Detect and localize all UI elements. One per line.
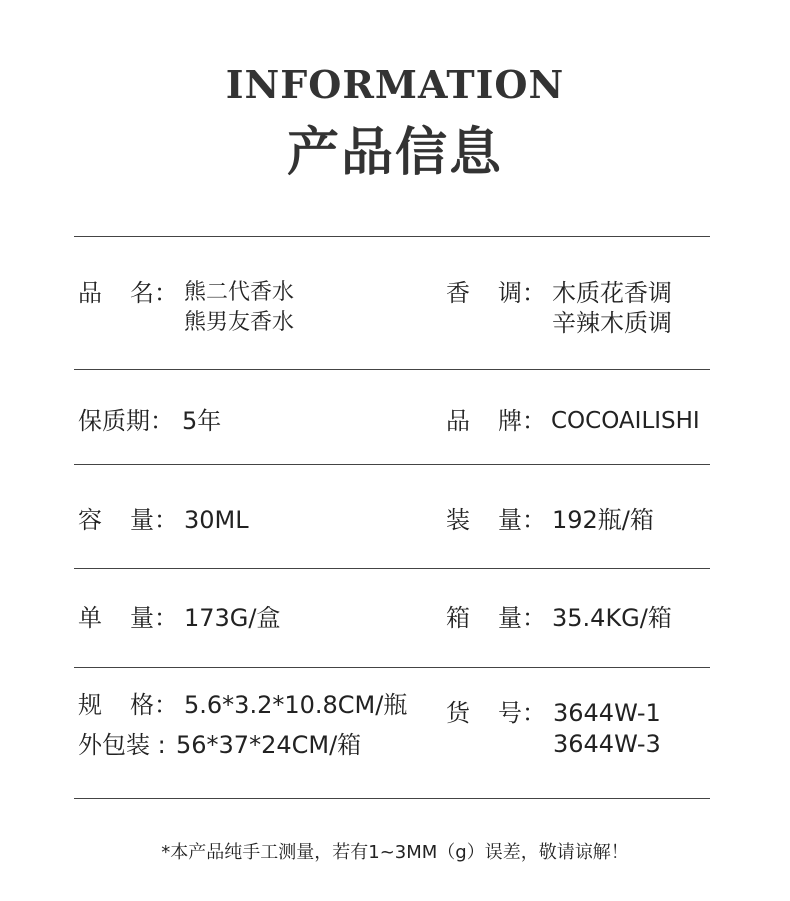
pack-qty-label-char2: 量： bbox=[498, 506, 546, 534]
box-weight-value: 35.4KG/箱 bbox=[552, 604, 672, 632]
name-label-char1: 品 bbox=[78, 279, 102, 307]
shelf-life-value: 5年 bbox=[182, 407, 222, 435]
divider bbox=[74, 464, 710, 465]
outer-pack-label: 外包装 : bbox=[78, 731, 174, 759]
outer-pack-value: 56*37*24CM/箱 bbox=[176, 731, 362, 759]
item-no-label-char1: 货 bbox=[446, 699, 470, 727]
box-weight-label-char1: 箱 bbox=[446, 604, 470, 632]
unit-weight-label-char2: 量： bbox=[130, 604, 178, 632]
capacity-label-char1: 容 bbox=[78, 506, 102, 534]
brand-label-char2: 牌： bbox=[498, 407, 546, 435]
spec-value: 5.6*3.2*10.8CM/瓶 bbox=[184, 691, 408, 719]
name-value-2: 熊男友香水 bbox=[184, 310, 295, 335]
capacity-value: 30ML bbox=[184, 506, 249, 534]
divider bbox=[74, 568, 710, 569]
disclaimer-note: *本产品纯手工测量，若有1~3MM（g）误差，敬请谅解！ bbox=[161, 842, 629, 863]
name-label-char2: 名： bbox=[130, 279, 178, 307]
name-value-1: 熊二代香水 bbox=[184, 280, 295, 305]
pack-qty-value: 192瓶/箱 bbox=[552, 506, 654, 534]
box-weight-label-char2: 量： bbox=[498, 604, 546, 632]
brand-value: COCOAILISHI bbox=[551, 408, 700, 434]
scent-label-char1: 香 bbox=[446, 279, 470, 307]
item-no-label-char2: 号： bbox=[498, 699, 546, 727]
title-english: INFORMATION bbox=[225, 62, 565, 107]
item-no-value-1: 3644W-1 bbox=[553, 699, 661, 727]
scent-value-1: 木质花香调 bbox=[552, 279, 672, 307]
capacity-label-char2: 量： bbox=[130, 506, 178, 534]
spec-label-char1: 规 bbox=[78, 691, 102, 719]
brand-label-char1: 品 bbox=[446, 407, 470, 435]
unit-weight-label-char1: 单 bbox=[78, 604, 102, 632]
divider bbox=[74, 798, 710, 799]
item-no-value-2: 3644W-3 bbox=[553, 730, 661, 758]
title-chinese: 产品信息 bbox=[286, 122, 503, 183]
divider bbox=[74, 369, 710, 370]
unit-weight-value: 173G/盒 bbox=[184, 604, 281, 632]
spec-label-char2: 格： bbox=[130, 691, 178, 719]
divider bbox=[74, 236, 710, 237]
divider bbox=[74, 667, 710, 668]
shelf-life-label: 保质期： bbox=[78, 407, 174, 435]
scent-value-2: 辛辣木质调 bbox=[552, 309, 672, 337]
pack-qty-label-char1: 装 bbox=[446, 506, 470, 534]
scent-label-char2: 调： bbox=[498, 279, 546, 307]
